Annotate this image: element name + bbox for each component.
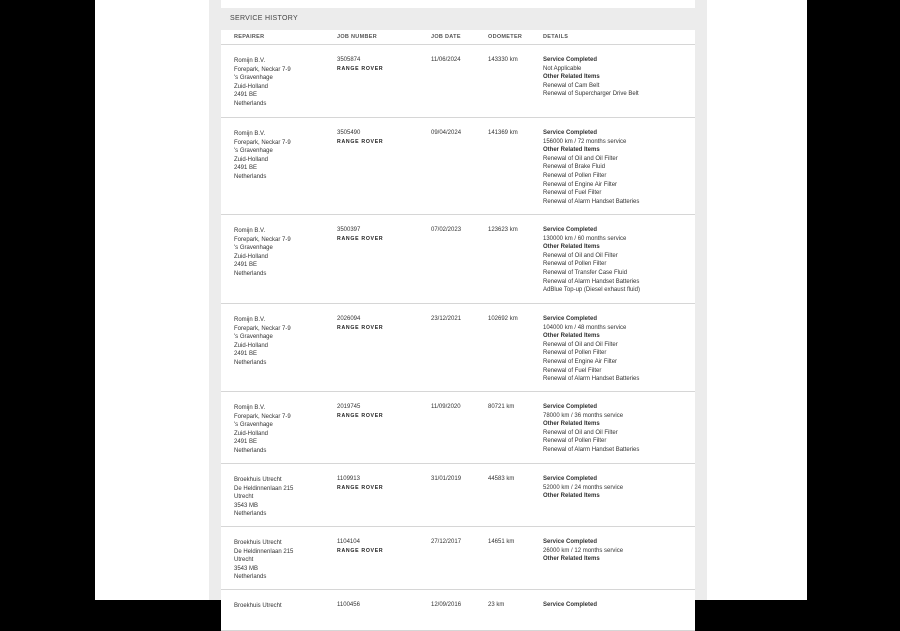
details-cell: [543, 56, 639, 99]
job-number: 1104104: [337, 539, 360, 545]
table-body: [221, 45, 695, 631]
related-item: Renewal of Alarm Handset Batteries: [543, 376, 640, 383]
service-detail: Not Applicable: [543, 65, 582, 72]
service-heading: Service Completed: [543, 227, 598, 233]
header-odometer: ODOMETER: [488, 34, 523, 40]
related-item: Renewal of Cam Belt: [543, 82, 600, 89]
job-date: 09/04/2024: [431, 130, 462, 136]
job-date: 07/02/2023: [431, 227, 462, 233]
related-item: AdBlue Top-up (Diesel exhaust fluid): [543, 287, 640, 294]
brand-logo: RANGE ROVER: [337, 65, 384, 72]
repairer-line: 2491 BE: [234, 439, 258, 446]
odometer: 102692 km: [488, 316, 518, 322]
brand-logo: RANGE ROVER: [337, 235, 384, 242]
brand-logo: RANGE ROVER: [337, 324, 384, 331]
header-job-date: JOB DATE: [431, 34, 461, 40]
service-heading: Service Completed: [543, 404, 598, 410]
odometer: 80721 km: [488, 404, 515, 410]
related-item: Renewal of Alarm Handset Batteries: [543, 278, 640, 285]
related-item: Renewal of Alarm Handset Batteries: [543, 446, 640, 453]
repairer-cell: [234, 227, 291, 279]
section-title: SERVICE HISTORY: [230, 15, 298, 22]
odometer: 141369 km: [488, 130, 518, 136]
odometer: 44583 km: [488, 476, 515, 482]
brand-logo: RANGE ROVER: [337, 138, 384, 145]
job-number: 1100456: [337, 602, 360, 608]
repairer-line: 3543 MB: [234, 565, 259, 572]
table-row: [221, 527, 695, 590]
repairer-line: Forepark, Neckar 7-9: [234, 236, 291, 243]
job-date: 31/01/2019: [431, 476, 462, 482]
service-detail: 52000 km / 24 months service: [543, 484, 624, 491]
related-item: Renewal of Oil and Oil Filter: [543, 252, 618, 259]
repairer-line: Zuid-Holland: [234, 156, 269, 163]
service-detail: 104000 km / 48 months service: [543, 324, 627, 331]
job-number: 3500397: [337, 227, 361, 233]
repairer-line: Netherlands: [234, 511, 267, 518]
job-number-cell: [337, 601, 360, 610]
repairer-line: De Heldinnenlaan 215: [234, 548, 294, 555]
job-number-cell: [337, 226, 383, 244]
related-item: Renewal of Oil and Oil Filter: [543, 341, 618, 348]
repairer-cell: [234, 404, 291, 456]
repairer-cell: [234, 539, 293, 582]
job-number-cell: [337, 315, 383, 333]
job-number-cell: [337, 129, 383, 147]
related-item: Renewal of Brake Fluid: [543, 164, 606, 171]
table-row: [221, 392, 695, 464]
service-detail: 26000 km / 12 months service: [543, 547, 624, 554]
job-number: 2026094: [337, 316, 361, 322]
service-heading: Service Completed: [543, 602, 598, 608]
service-heading: Service Completed: [543, 539, 598, 545]
repairer-line: Romijn B.V.: [234, 317, 266, 323]
repairer-line: Netherlands: [234, 574, 267, 581]
other-items-heading: Other Related Items: [543, 493, 600, 500]
other-items-heading: Other Related Items: [543, 147, 600, 154]
table-row: [221, 304, 695, 392]
repairer-line: Utrecht: [234, 557, 254, 564]
job-date: 23/12/2021: [431, 316, 462, 322]
related-item: Renewal of Pollen Filter: [543, 261, 607, 268]
repairer-line: Broekhuis Utrecht: [234, 477, 282, 483]
table-row: [221, 215, 695, 304]
related-item: Renewal of Pollen Filter: [543, 350, 607, 357]
repairer-line: 's Gravenhage: [234, 148, 273, 155]
repairer-line: 's Gravenhage: [234, 422, 273, 429]
repairer-line: Broekhuis Utrecht: [234, 603, 282, 609]
repairer-line: Netherlands: [234, 173, 267, 180]
repairer-line: 2491 BE: [234, 262, 258, 269]
job-number-cell: [337, 475, 383, 493]
repairer-line: Romijn B.V.: [234, 58, 266, 64]
job-date: 11/06/2024: [431, 57, 461, 63]
related-item: Renewal of Oil and Oil Filter: [543, 155, 618, 162]
service-heading: Service Completed: [543, 316, 598, 322]
odometer: 14651 km: [488, 539, 515, 545]
table-row: [221, 464, 695, 527]
repairer-line: De Heldinnenlaan 215: [234, 485, 294, 492]
related-item: Renewal of Alarm Handset Batteries: [543, 198, 640, 205]
odometer: 23 km: [488, 602, 505, 608]
repairer-line: Netherlands: [234, 447, 267, 454]
repairer-line: Zuid-Holland: [234, 342, 269, 349]
repairer-line: Romijn B.V.: [234, 131, 266, 137]
repairer-cell: [234, 602, 282, 611]
details-cell: [543, 403, 639, 455]
other-items-heading: Other Related Items: [543, 421, 600, 428]
repairer-line: 's Gravenhage: [234, 334, 273, 341]
repairer-line: Zuid-Holland: [234, 430, 269, 437]
repairer-line: Broekhuis Utrecht: [234, 540, 282, 546]
other-items-heading: Other Related Items: [543, 244, 600, 251]
service-detail: 156000 km / 72 months service: [543, 138, 627, 145]
details-cell: [543, 315, 639, 384]
related-item: Renewal of Oil and Oil Filter: [543, 429, 618, 436]
brand-logo: RANGE ROVER: [337, 484, 384, 491]
related-item: Renewal of Supercharger Drive Belt: [543, 91, 639, 98]
repairer-line: Romijn B.V.: [234, 228, 266, 234]
repairer-line: Zuid-Holland: [234, 253, 269, 260]
odometer: 143330 km: [488, 57, 518, 63]
header-repairer: REPAIRER: [234, 34, 265, 40]
repairer-line: 2491 BE: [234, 351, 258, 358]
repairer-line: Forepark, Neckar 7-9: [234, 139, 291, 146]
table-header: [221, 30, 695, 45]
job-number: 3505874: [337, 57, 361, 63]
service-history-table: [221, 30, 695, 631]
related-item: Renewal of Transfer Case Fluid: [543, 269, 628, 276]
table-row: [221, 45, 695, 118]
repairer-line: 3543 MB: [234, 502, 259, 509]
job-number: 1109913: [337, 476, 360, 482]
job-number-cell: [337, 403, 383, 421]
details-cell: [543, 129, 639, 206]
details-cell: [543, 601, 597, 610]
brand-logo: RANGE ROVER: [337, 547, 384, 554]
details-cell: [543, 226, 640, 295]
repairer-line: Forepark, Neckar 7-9: [234, 66, 291, 73]
repairer-cell: [234, 476, 293, 519]
repairer-line: Zuid-Holland: [234, 83, 269, 90]
odometer: 123623 km: [488, 227, 518, 233]
other-items-heading: Other Related Items: [543, 556, 600, 563]
job-date: 12/09/2016: [431, 602, 462, 608]
service-detail: 78000 km / 36 months service: [543, 412, 624, 419]
header-job-number: JOB NUMBER: [337, 34, 377, 40]
related-item: Renewal of Engine Air Filter: [543, 358, 618, 365]
service-heading: Service Completed: [543, 57, 598, 63]
previous-section-card: [221, 0, 695, 8]
job-date: 11/09/2020: [431, 404, 461, 410]
related-item: Renewal of Engine Air Filter: [543, 181, 618, 188]
table-row: [221, 590, 695, 631]
repairer-line: 's Gravenhage: [234, 75, 273, 82]
job-number: 3505490: [337, 130, 361, 136]
job-number: 2019745: [337, 404, 361, 410]
job-number-cell: [337, 56, 383, 74]
table-row: [221, 118, 695, 215]
repairer-line: 's Gravenhage: [234, 245, 273, 252]
repairer-line: Netherlands: [234, 270, 267, 277]
repairer-line: 2491 BE: [234, 165, 258, 172]
repairer-line: Forepark, Neckar 7-9: [234, 413, 291, 420]
other-items-heading: Other Related Items: [543, 74, 600, 81]
repairer-cell: [234, 316, 291, 368]
repairer-line: Romijn B.V.: [234, 405, 266, 411]
service-heading: Service Completed: [543, 476, 598, 482]
related-item: Renewal of Fuel Filter: [543, 190, 602, 197]
related-item: Renewal of Pollen Filter: [543, 438, 607, 445]
repairer-line: Utrecht: [234, 494, 254, 501]
repairer-line: 2491 BE: [234, 92, 258, 99]
details-cell: [543, 538, 623, 564]
brand-logo: RANGE ROVER: [337, 412, 384, 419]
related-item: Renewal of Pollen Filter: [543, 172, 607, 179]
job-date: 27/12/2017: [431, 539, 462, 545]
service-heading: Service Completed: [543, 130, 598, 136]
job-number-cell: [337, 538, 383, 556]
header-details: DETAILS: [543, 34, 569, 40]
details-cell: [543, 475, 623, 501]
repairer-line: Forepark, Neckar 7-9: [234, 325, 291, 332]
repairer-line: Netherlands: [234, 100, 267, 107]
service-detail: 130000 km / 60 months service: [543, 235, 627, 242]
repairer-line: Netherlands: [234, 359, 267, 366]
other-items-heading: Other Related Items: [543, 333, 600, 340]
repairer-cell: [234, 57, 291, 109]
related-item: Renewal of Fuel Filter: [543, 367, 602, 374]
service-history-panel: [209, 0, 707, 609]
repairer-cell: [234, 130, 291, 182]
